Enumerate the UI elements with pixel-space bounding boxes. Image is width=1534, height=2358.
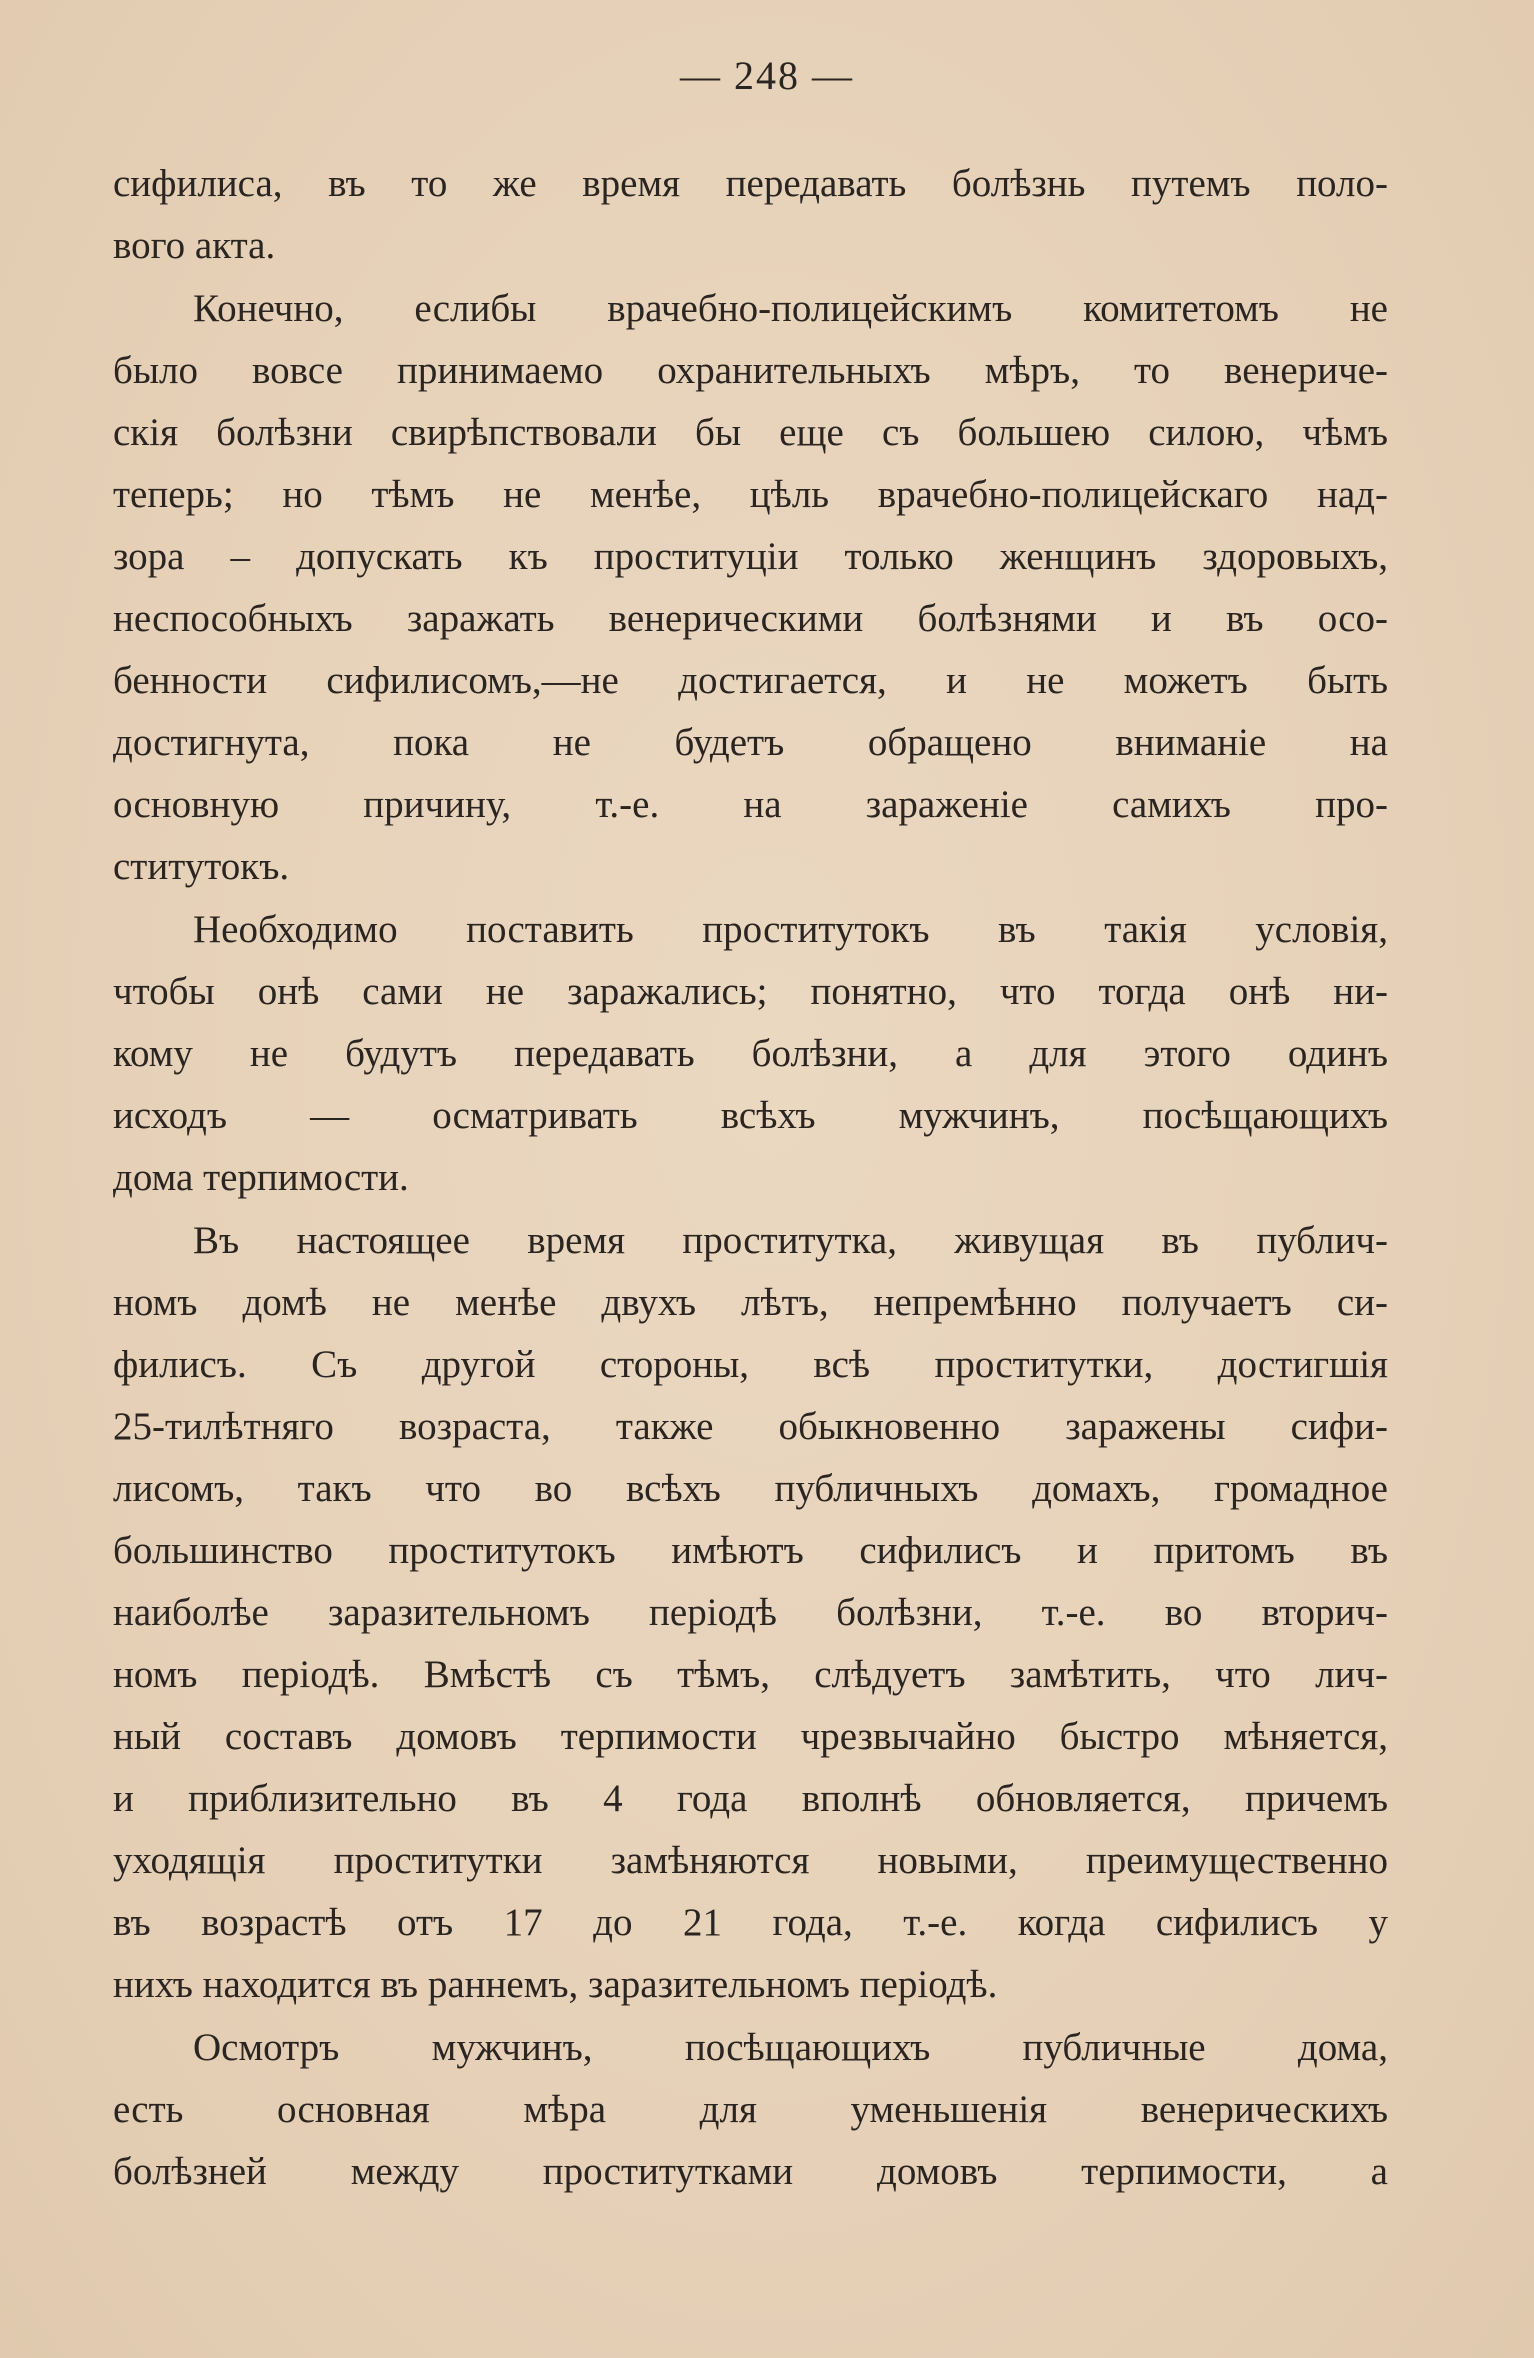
text-line: сифилиса, въ то же время передавать болѣзнь путемъ поло-: [113, 162, 1388, 205]
text-line: неспособныхъ заражать венерическими болѣзнями и въ осо-: [113, 597, 1388, 640]
text-line: теперь; но тѣмъ не менѣе, цѣль врачебно-полицейскаго над-: [113, 473, 1388, 516]
text-line: Осмотръ мужчинъ, посѣщающихъ публичные дома,: [193, 2026, 1388, 2069]
text-line: скія болѣзни свирѣпствовали бы еще съ большею силою, чѣмъ: [113, 411, 1388, 454]
text-line: дома терпимости.: [113, 1156, 409, 1199]
text-line: было вовсе принимаемо охранительныхъ мѣръ, то венериче-: [113, 349, 1388, 392]
text-line: номъ періодѣ. Вмѣстѣ съ тѣмъ, слѣдуетъ замѣтить, что лич-: [113, 1653, 1388, 1696]
text-line: Конечно, еслибы врачебно-полицейскимъ комитетомъ не: [193, 287, 1388, 330]
text-line: основную причину, т.-е. на зараженіе самихъ про-: [113, 783, 1388, 826]
text-line: лисомъ, такъ что во всѣхъ публичныхъ домахъ, громадное: [113, 1467, 1388, 1510]
text-line: вого акта.: [113, 224, 276, 267]
text-line: наиболѣе заразительномъ періодѣ болѣзни, т.-е. во вторич-: [113, 1591, 1388, 1634]
text-line: чтобы онѣ сами не заражались; понятно, что тогда онѣ ни-: [113, 970, 1388, 1013]
text-line: номъ домѣ не менѣе двухъ лѣтъ, непремѣнно получаетъ си-: [113, 1281, 1388, 1324]
text-line: есть основная мѣра для уменьшенія венерическихъ: [113, 2088, 1388, 2131]
text-line: въ возрастѣ отъ 17 до 21 года, т.-е. когда сифилисъ у: [113, 1901, 1388, 1944]
text-line: 25-тилѣтняго возраста, также обыкновенно заражены сифи-: [113, 1405, 1388, 1448]
text-line: уходящія проститутки замѣняются новыми, преимущественно: [113, 1839, 1388, 1882]
text-line: филисъ. Съ другой стороны, всѣ проститутки, достигшія: [113, 1343, 1388, 1386]
text-line: зора – допускать къ проституціи только женщинъ здоровыхъ,: [113, 535, 1388, 578]
page-number: — 248 —: [680, 53, 854, 98]
text-line: ный составъ домовъ терпимости чрезвычайно быстро мѣняется,: [113, 1715, 1388, 1758]
text-line: и приблизительно въ 4 года вполнѣ обновляется, причемъ: [113, 1777, 1388, 1820]
text-line: нихъ находится въ раннемъ, заразительномъ періодѣ.: [113, 1963, 998, 2006]
text-line: кому не будутъ передавать болѣзни, а для этого одинъ: [113, 1032, 1388, 1075]
text-line: бенности сифилисомъ,—не достигается, и не можетъ быть: [113, 659, 1388, 702]
text-line: исходъ — осматривать всѣхъ мужчинъ, посѣщающихъ: [113, 1094, 1388, 1137]
text-line: Въ настоящее время проститутка, живущая въ публич-: [193, 1219, 1388, 1262]
text-line: Необходимо поставить проститутокъ въ такія условія,: [193, 908, 1388, 951]
text-line: ститутокъ.: [113, 845, 290, 888]
text-line: достигнута, пока не будетъ обращено вниманіе на: [113, 721, 1388, 764]
text-line: болѣзней между проститутками домовъ терпимости, а: [113, 2150, 1388, 2193]
text-line: большинство проститутокъ имѣютъ сифилисъ и притомъ въ: [113, 1529, 1388, 1572]
